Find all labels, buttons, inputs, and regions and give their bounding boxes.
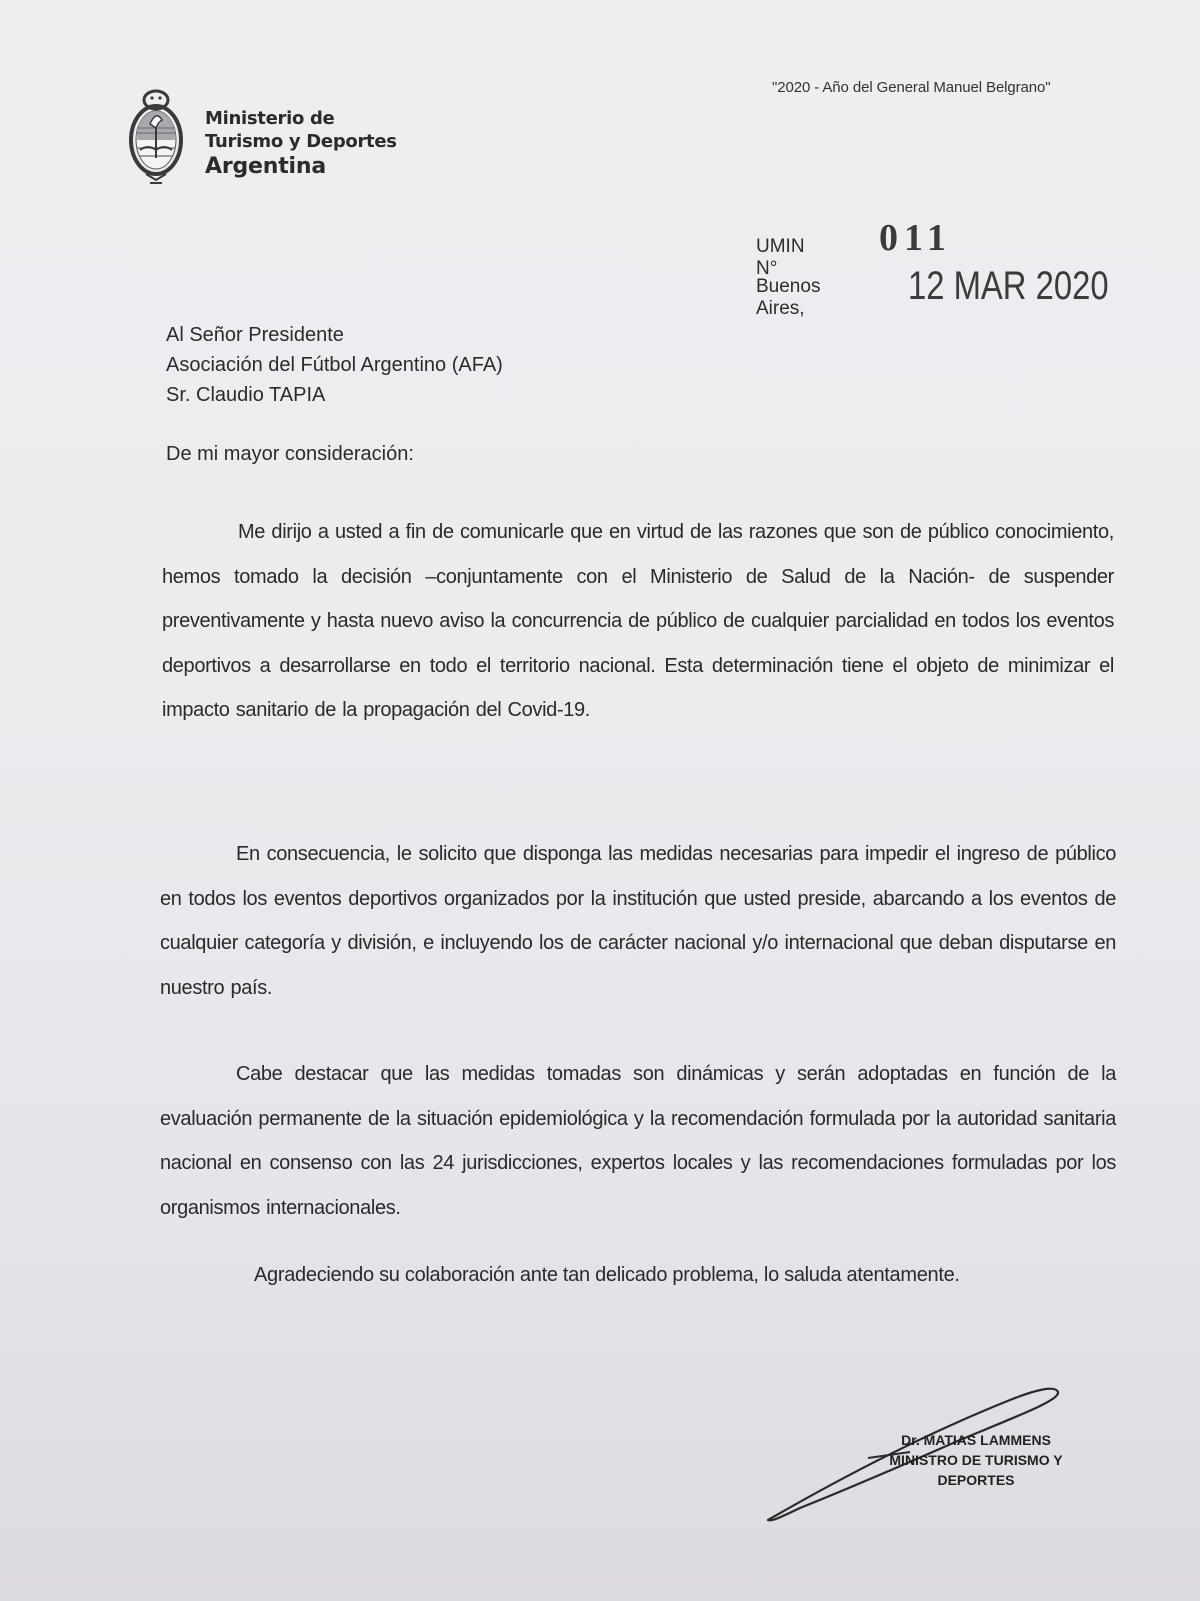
umin-label: UMIN N° — [756, 236, 805, 279]
signatory-title-2: DEPORTES — [937, 1472, 1015, 1488]
body-paragraph-3: Cabe destacar que las medidas tomadas son dinámicas y serán adoptadas en función de la evaluación permanente de la situación epidemiológica y la recomendación formulada por la autoridad sanitaria nacional en consenso con las 24 jurisdicciones, expertos locales y las recomendaciones formuladas por los organismos internacionales. — [160, 1063, 1116, 1219]
signatory-title-1: MINISTRO DE TURISMO Y — [889, 1452, 1063, 1468]
year-motto: "2020 - Año del General Manuel Belgrano" — [772, 79, 1051, 96]
addressee-line-1: Al Señor Presidente — [166, 324, 344, 346]
date-stamp: 12 MAR 2020 — [908, 264, 1109, 308]
addressee-line-2: Asociación del Fútbol Argentino (AFA) — [166, 354, 503, 376]
ministry-line-3: Argentina — [205, 154, 326, 179]
signatory-name: Dr. MATIAS LAMMENS — [901, 1432, 1051, 1448]
ministry-line-1: Ministerio de — [205, 108, 335, 129]
closing-line: Agradeciendo su colaboración ante tan delicado problema, lo saluda atentamente. — [254, 1264, 960, 1286]
body-paragraph-2: En consecuencia, le solicito que disponga las medidas necesarias para impedir el ingreso de público en todos los eventos deportivos organizados por la institución que usted preside, abarcando a los eventos de cualquier categoría y división, e incluyendo los de carácter nacional y/o internacional que deban disputarse en nuestro país. — [160, 843, 1116, 999]
umin-number-stamp: 011 — [879, 217, 952, 259]
city-label: Buenos Aires, — [756, 276, 821, 319]
addressee-block — [166, 320, 503, 410]
argentina-coat-of-arms-icon — [128, 88, 184, 188]
ministry-name — [205, 107, 397, 178]
greeting: De mi mayor consideración: — [166, 443, 414, 465]
ministry-line-2: Turismo y Deportes — [205, 131, 397, 152]
body-paragraph-1: Me dirijo a usted a fin de comunicarle que en virtud de las razones que son de público conocimiento, hemos tomado la decisión –conjuntamente con el Ministerio de Salud de la Nación- de suspender preventivamente y hasta nuevo aviso la concurrencia de público de cualquier parcialidad en todos los eventos deportivos a desarrollarse en todo el territorio nacional. Esta determinación tiene el objeto de minimizar el impacto sanitario de la propagación del Covid-19. — [162, 521, 1114, 721]
addressee-line-3: Sr. Claudio TAPIA — [166, 384, 326, 406]
signature-block — [866, 1430, 1086, 1490]
